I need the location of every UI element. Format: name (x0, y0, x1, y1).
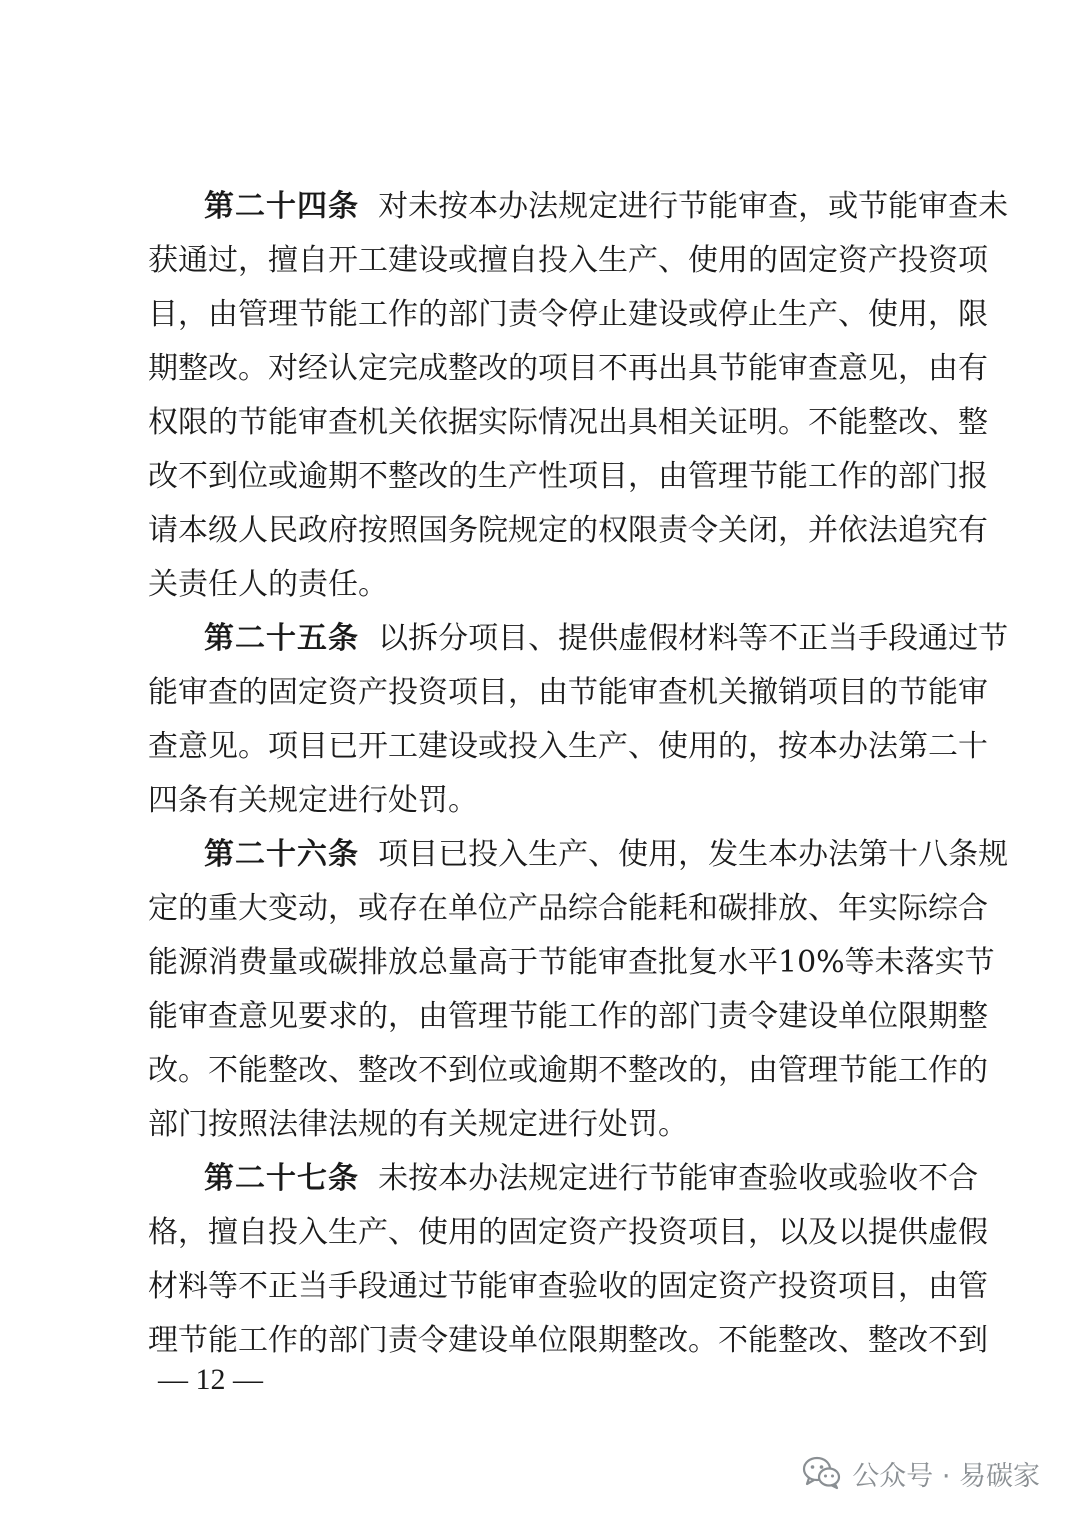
article-26-line-4: 能审查意见要求的，由管理节能工作的部门责令建设单位限期整 (148, 999, 988, 1034)
article-24-line-1 (204, 179, 1009, 235)
article-27-line-4: 理节能工作的部门责令建设单位限期整改。不能整改、整改不到 (148, 1323, 988, 1358)
article-27-line-2: 格，擅自投入生产、使用的固定资产投资项目，以及以提供虚假 (148, 1215, 988, 1250)
article-24-line-4: 期整改。对经认定完成整改的项目不再出具节能审查意见，由有 (148, 351, 988, 386)
article-24-text-1: 对未按本办法规定进行节能审查，或节能审查未 (378, 189, 1009, 224)
article-27-line-1 (204, 1151, 979, 1207)
watermark (802, 1448, 1040, 1498)
article-24-line-5: 权限的节能审查机关依据实际情况出具相关证明。不能整改、整 (148, 405, 988, 440)
article-24-line-2: 获通过，擅自开工建设或擅自投入生产、使用的固定资产投资项 (148, 243, 988, 278)
article-24-title: 第二十四条 (204, 189, 359, 224)
article-25-line-3: 查意见。项目已开工建设或投入生产、使用的，按本办法第二十 (148, 729, 988, 764)
article-24-line-6: 改不到位或逾期不整改的生产性项目，由管理节能工作的部门报 (148, 459, 988, 494)
article-26-line-3: 能源消费量或碳排放总量高于节能审查批复水平10%等未落实节 (148, 945, 995, 980)
article-26-line-6: 部门按照法律法规的有关规定进行处罚。 (148, 1107, 688, 1142)
article-26-line-1 (204, 827, 1009, 883)
page-number: — 12 — (158, 1363, 263, 1396)
article-26-title: 第二十六条 (204, 837, 359, 872)
article-25-line-4: 四条有关规定进行处罚。 (148, 783, 478, 818)
article-26-line-2: 定的重大变动，或存在单位产品综合能耗和碳排放、年实际综合 (148, 891, 988, 926)
watermark-text: 公众号 · 易碳家 (852, 1460, 1040, 1492)
article-25-line-2: 能审查的固定资产投资项目，由节能审查机关撤销项目的节能审 (148, 675, 988, 710)
article-24-line-3: 目，由管理节能工作的部门责令停止建设或停止生产、使用，限 (148, 297, 988, 332)
article-25-line-1 (204, 611, 1009, 667)
article-25-text-1: 以拆分项目、提供虚假材料等不正当手段通过节 (378, 621, 1009, 656)
article-25-title: 第二十五条 (204, 621, 359, 656)
article-27-text-1: 未按本办法规定进行节能审查验收或验收不合 (378, 1161, 979, 1196)
article-27-line-3: 材料等不正当手段通过节能审查验收的固定资产投资项目，由管 (148, 1269, 988, 1304)
article-26-text-1: 项目已投入生产、使用，发生本办法第十八条规 (378, 837, 1009, 872)
wechat-icon (802, 1456, 842, 1490)
article-24-line-7: 请本级人民政府按照国务院规定的权限责令关闭，并依法追究有 (148, 513, 988, 548)
article-27-title: 第二十七条 (204, 1161, 359, 1196)
article-24-line-8: 关责任人的责任。 (148, 567, 388, 602)
article-26-line-5: 改。不能整改、整改不到位或逾期不整改的，由管理节能工作的 (148, 1053, 988, 1088)
